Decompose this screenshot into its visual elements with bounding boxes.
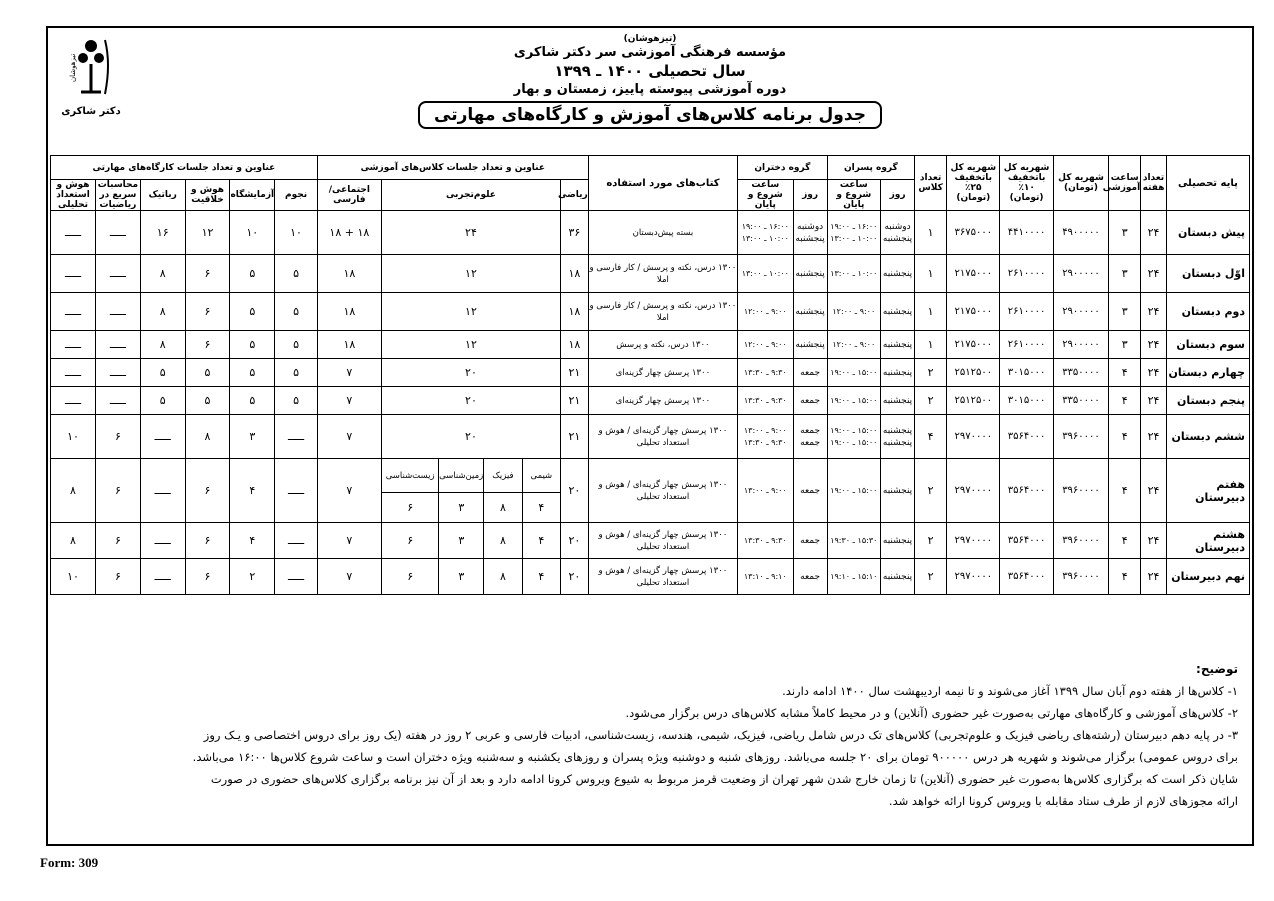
cell-class-count: ۱ — [915, 331, 947, 359]
cell-weeks: ۲۴ — [1141, 211, 1167, 255]
cell-hours: ۳ — [1109, 255, 1141, 293]
cell-chem: ۴ — [522, 559, 560, 595]
cell-s-lab: ۴ — [230, 459, 275, 523]
cell-science: ۲۰ — [381, 359, 560, 387]
cell-social: ۱۸ — [317, 331, 381, 359]
cell-fee: ۲۹۰۰۰۰۰ — [1053, 255, 1108, 293]
cell-s-creative: ۶ — [185, 459, 230, 523]
cell-s-creative: ۱۲ — [185, 211, 230, 255]
cell-grade: پیش دبستان — [1166, 211, 1249, 255]
cell-s-iq: ـــــ — [51, 211, 96, 255]
cell-math: ۱۸ — [561, 293, 589, 331]
cell-math: ۲۰ — [561, 559, 589, 595]
th-grade: پایه تحصیلی — [1166, 156, 1249, 211]
document-frame — [46, 26, 1254, 846]
th-edu: عناوین و تعداد جلسات کلاس‌های آموزشی — [317, 156, 588, 180]
th-boys: گروه پسران — [827, 156, 914, 180]
cell-book: ۱۳۰۰ پرسش چهار گزینه‌ای / هوش و استعداد تحلیلی — [588, 415, 737, 459]
cell-fee10: ۲۶۱۰۰۰۰ — [1000, 255, 1053, 293]
cell-s-speed: ۶ — [96, 415, 141, 459]
cell-s-iq: ـــــ — [51, 331, 96, 359]
cell-s-robot: ۵ — [140, 387, 185, 415]
cell-s-speed: ـــــ — [96, 387, 141, 415]
cell-class-count: ۱ — [915, 255, 947, 293]
cell-fee10: ۳۵۶۴۰۰۰ — [1000, 523, 1053, 559]
cell-fee: ۳۳۵۰۰۰۰ — [1053, 387, 1108, 415]
cell-s-robot: ـــــ — [140, 459, 185, 523]
cell-girls-time: ۹:۳۰ ـ ۱۳:۳۰ — [738, 359, 793, 387]
cell-s-speed: ۶ — [96, 559, 141, 595]
cell-math: ۱۸ — [561, 255, 589, 293]
table-row — [51, 415, 1250, 459]
cell-class-count: ۱ — [915, 293, 947, 331]
cell-s-stars: ۵ — [275, 387, 318, 415]
cell-fee25: ۲۹۷۰۰۰۰ — [947, 415, 1000, 459]
cell-s-stars: ۵ — [275, 331, 318, 359]
cell-boys-day: پنجشنبه — [880, 387, 914, 415]
cell-fee: ۳۹۶۰۰۰۰ — [1053, 459, 1108, 523]
cell-s-speed: ۶ — [96, 459, 141, 523]
cell-girls-day: جمعه — [793, 459, 827, 523]
cell-s-stars: ۵ — [275, 293, 318, 331]
cell-chem-head: شیمی — [522, 459, 560, 493]
cell-fee25: ۲۵۱۲۵۰۰ — [947, 387, 1000, 415]
cell-s-iq: ـــــ — [51, 255, 96, 293]
cell-social: ۱۸ — [317, 293, 381, 331]
cell-class-count: ۲ — [915, 459, 947, 523]
cell-math: ۲۰ — [561, 523, 589, 559]
cell-girls-day: جمعه — [793, 559, 827, 595]
form-number: Form: 309 — [40, 855, 99, 870]
cell-grade: دوم دبستان — [1166, 293, 1249, 331]
cell-book: ۱۳۰۰ پرسش چهار گزینه‌ای — [588, 359, 737, 387]
th-robot: رباتیک — [140, 180, 185, 211]
cell-fee10: ۲۶۱۰۰۰۰ — [1000, 331, 1053, 359]
cell-girls-day: دوشنبه پنجشنبه — [793, 211, 827, 255]
cell-s-creative: ۶ — [185, 255, 230, 293]
cell-fee: ۴۹۰۰۰۰۰ — [1053, 211, 1108, 255]
cell-s-lab: ۴ — [230, 523, 275, 559]
th-science: علوم‌تجربی — [381, 180, 560, 211]
cell-social: ۱۸ + ۱۸ — [317, 211, 381, 255]
cell-fee25: ۲۱۷۵۰۰۰ — [947, 255, 1000, 293]
cell-boys-day: پنجشنبه — [880, 255, 914, 293]
cell-class-count: ۴ — [915, 415, 947, 459]
cell-bio: ۶ — [381, 559, 439, 595]
cell-chem: ۴ — [522, 493, 560, 523]
cell-s-lab: ۲ — [230, 559, 275, 595]
cell-science: ۲۴ — [381, 211, 560, 255]
cell-s-stars: ۵ — [275, 359, 318, 387]
cell-s-robot: ۱۶ — [140, 211, 185, 255]
table-row — [51, 255, 1250, 293]
page-title: جدول برنامه کلاس‌های آموزش و کارگاه‌های مهارتی — [418, 101, 882, 129]
cell-hours: ۴ — [1109, 559, 1141, 595]
cell-girls-time: ۹:۰۰ ـ ۱۲:۰۰ — [738, 293, 793, 331]
cell-girls-day: پنجشنبه — [793, 255, 827, 293]
cell-s-lab: ۵ — [230, 359, 275, 387]
institute-name: مؤسسه فرهنگی آموزشی سر دکتر شاکری — [513, 45, 787, 60]
cell-s-speed: ـــــ — [96, 331, 141, 359]
table-row — [51, 293, 1250, 331]
th-hours: ساعت آموزشی — [1109, 156, 1141, 211]
cell-boys-time: ۱۵:۰۰ ـ ۱۹:۰۰ ۱۵:۰۰ ـ ۱۹:۰۰ — [827, 415, 880, 459]
th-math: ریاضی — [561, 180, 589, 211]
note-4b: ارائه مجوزهای لازم از طرف ستاد مقابله با ویروس کرونا ارائه خواهد شد. — [888, 794, 1238, 808]
cell-social: ۷ — [317, 415, 381, 459]
cell-math: ۲۱ — [561, 359, 589, 387]
cell-fee10: ۳۰۱۵۰۰۰ — [1000, 387, 1053, 415]
note-3b: برای دروس عمومی) برگزار می‌شوند و شهریه هر درس ۹۰۰۰۰۰ تومان برای ۲۰ جلسه می‌باشد. روزهای شنبه و دوشنبه ویژه پسران و روزهای یکشنبه و سه‌شنبه ویژه دختران است و ساعت شروع کلاس‌ها ۱۶:۰۰ می‌باشد. — [192, 750, 1238, 764]
cell-girls-time: ۹:۰۰ ـ ۱۳:۰۰ ۹:۳۰ ـ ۱۳:۳۰ — [738, 415, 793, 459]
cell-girls-day: جمعه — [793, 359, 827, 387]
cell-girls-time: ۱۶:۰۰ ـ ۱۹:۰۰ ۱۰:۰۰ ـ ۱۳:۰۰ — [738, 211, 793, 255]
cell-chem: ۴ — [522, 523, 560, 559]
cell-boys-day: پنجشنبه — [880, 559, 914, 595]
cell-s-stars: ـــــ — [275, 415, 318, 459]
cell-weeks: ۲۴ — [1141, 559, 1167, 595]
cell-s-speed: ـــــ — [96, 255, 141, 293]
cell-bio: ۶ — [381, 493, 439, 523]
cell-boys-time: ۱۶:۰۰ ـ ۱۹:۰۰ ۱۰:۰۰ ـ ۱۳:۰۰ — [827, 211, 880, 255]
note-1: ۱- کلاس‌ها از هفته دوم آبان سال ۱۳۹۹ آغاز می‌شوند و تا نیمه اردیبهشت سال ۱۴۰۰ ادامه دارند. — [782, 684, 1238, 698]
cell-science: ۱۲ — [381, 255, 560, 293]
cell-fee25: ۲۱۷۵۰۰۰ — [947, 331, 1000, 359]
cell-fee10: ۳۰۱۵۰۰۰ — [1000, 359, 1053, 387]
cell-weeks: ۲۴ — [1141, 459, 1167, 523]
cell-boys-day: دوشنبه پنجشنبه — [880, 211, 914, 255]
cell-science: ۱۲ — [381, 331, 560, 359]
cell-hours: ۴ — [1109, 459, 1141, 523]
cell-boys-day: پنجشنبه — [880, 293, 914, 331]
cell-weeks: ۲۴ — [1141, 331, 1167, 359]
cell-book: ۱۳۰۰ پرسش چهار گزینه‌ای / هوش و استعداد تحلیلی — [588, 459, 737, 523]
cell-hours: ۴ — [1109, 415, 1141, 459]
cell-s-robot: ـــــ — [140, 559, 185, 595]
cell-book: ۱۳۰۰ درس، نکته و پرسش / کار فارسی و املا — [588, 255, 737, 293]
cell-math: ۲۱ — [561, 415, 589, 459]
cell-boys-time: ۱۵:۰۰ ـ ۱۹:۰۰ — [827, 459, 880, 523]
th-fee: شهریه کل (تومان) — [1053, 156, 1108, 211]
schedule-body — [51, 211, 1250, 595]
cell-s-iq: ۱۰ — [51, 559, 96, 595]
cell-class-count: ۲ — [915, 387, 947, 415]
cell-s-lab: ۱۰ — [230, 211, 275, 255]
cell-grade: چهارم دبستان — [1166, 359, 1249, 387]
brand-small: (تیزهوشان) — [623, 34, 677, 44]
cell-girls-time: ۹:۱۰ ـ ۱۳:۱۰ — [738, 559, 793, 595]
table-row — [51, 211, 1250, 255]
table-row — [51, 359, 1250, 387]
cell-science: ۲۰ — [381, 415, 560, 459]
cell-phys: ۸ — [484, 559, 522, 595]
cell-fee10: ۳۵۶۴۰۰۰ — [1000, 415, 1053, 459]
cell-geo-head: زمین‌شناسی — [439, 459, 484, 493]
th-class-count: تعداد کلاس — [915, 156, 947, 211]
cell-s-iq: ۸ — [51, 459, 96, 523]
cell-girls-day: پنجشنبه — [793, 293, 827, 331]
cell-fee: ۲۹۰۰۰۰۰ — [1053, 331, 1108, 359]
cell-book: ۱۳۰۰ درس، نکته و پرسش / کار فارسی و املا — [588, 293, 737, 331]
cell-math: ۲۱ — [561, 387, 589, 415]
cell-class-count: ۲ — [915, 559, 947, 595]
cell-fee25: ۲۵۱۲۵۰۰ — [947, 359, 1000, 387]
table-row — [51, 559, 1250, 595]
cell-fee: ۲۹۰۰۰۰۰ — [1053, 293, 1108, 331]
cell-hours: ۳ — [1109, 211, 1141, 255]
logo-name: دکتر شاکری — [61, 106, 121, 117]
svg-text:تیزهوشان: تیزهوشان — [69, 53, 77, 82]
cell-s-speed: ـــــ — [96, 293, 141, 331]
cell-s-robot: ۸ — [140, 255, 185, 293]
cell-book: بسته پیش‌دبستان — [588, 211, 737, 255]
cell-fee10: ۴۴۱۰۰۰۰ — [1000, 211, 1053, 255]
cell-boys-time: ۱۵:۰۰ ـ ۱۹:۰۰ — [827, 359, 880, 387]
cell-weeks: ۲۴ — [1141, 387, 1167, 415]
cell-fee10: ۳۵۶۴۰۰۰ — [1000, 559, 1053, 595]
cell-fee25: ۲۹۷۰۰۰۰ — [947, 523, 1000, 559]
cell-boys-time: ۱۵:۱۰ ـ ۱۹:۱۰ — [827, 559, 880, 595]
cell-fee25: ۲۱۷۵۰۰۰ — [947, 293, 1000, 331]
cell-s-speed: ـــــ — [96, 359, 141, 387]
cell-social: ۷ — [317, 459, 381, 523]
cell-s-iq: ۱۰ — [51, 415, 96, 459]
cell-s-creative: ۵ — [185, 387, 230, 415]
cell-class-count: ۲ — [915, 359, 947, 387]
cell-boys-day: پنجشنبه — [880, 459, 914, 523]
cell-weeks: ۲۴ — [1141, 255, 1167, 293]
cell-hours: ۳ — [1109, 331, 1141, 359]
note-4a: شایان ذکر است که برگزاری کلاس‌ها به‌صورت غیر حضوری (آنلاین) تا زمان خارج شدن شهر تهران از وضعیت قرمز مربوط به شیوع ویروس کرونا ادامه دارد و بعد از آن نیز برنامه برگزاری کلاس‌های حضوری در صورت — [210, 772, 1238, 786]
cell-girls-time: ۹:۳۰ ـ ۱۳:۳۰ — [738, 387, 793, 415]
cell-math: ۱۸ — [561, 331, 589, 359]
cell-social: ۱۸ — [317, 255, 381, 293]
cell-grade: هفتم دبیرستان — [1166, 459, 1249, 523]
cell-s-robot: ۸ — [140, 331, 185, 359]
cell-boys-day: پنجشنبه — [880, 523, 914, 559]
th-stars: نجوم — [275, 180, 318, 211]
cell-boys-day: پنجشنبه — [880, 359, 914, 387]
cell-fee25: ۲۹۷۰۰۰۰ — [947, 459, 1000, 523]
cell-s-stars: ۵ — [275, 255, 318, 293]
cell-s-iq: ۸ — [51, 523, 96, 559]
cell-girls-time: ۱۰:۰۰ ـ ۱۳:۰۰ — [738, 255, 793, 293]
cell-class-count: ۲ — [915, 523, 947, 559]
cell-s-creative: ۵ — [185, 359, 230, 387]
cell-social: ۷ — [317, 359, 381, 387]
cell-weeks: ۲۴ — [1141, 415, 1167, 459]
page-header — [48, 34, 1252, 129]
cell-boys-time: ۱۵:۰۰ ـ ۱۹:۰۰ — [827, 387, 880, 415]
cell-fee25: ۲۹۷۰۰۰۰ — [947, 559, 1000, 595]
cell-hours: ۴ — [1109, 387, 1141, 415]
schedule-table — [50, 155, 1250, 595]
cell-s-iq: ـــــ — [51, 359, 96, 387]
th-fee25: شهریه کل باتخفیف ۲۵٪ (تومان) — [947, 156, 1000, 211]
th-girls-day: روز — [793, 180, 827, 211]
table-row — [51, 331, 1250, 359]
th-social: اجتماعی/فارسی — [317, 180, 381, 211]
cell-book: ۱۳۰۰ پرسش چهار گزینه‌ای / هوش و استعداد تحلیلی — [588, 559, 737, 595]
cell-phys: ۸ — [484, 493, 522, 523]
cell-girls-day: جمعه جمعه — [793, 415, 827, 459]
cell-weeks: ۲۴ — [1141, 359, 1167, 387]
cell-science: ۲۰ — [381, 387, 560, 415]
cell-fee: ۳۳۵۰۰۰۰ — [1053, 359, 1108, 387]
th-books: کتاب‌های مورد استفاده — [588, 156, 737, 211]
notes — [58, 658, 1238, 812]
cell-book: ۱۳۰۰ پرسش چهار گزینه‌ای / هوش و استعداد تحلیلی — [588, 523, 737, 559]
th-iq: هوش و استعداد تحلیلی — [51, 180, 96, 211]
th-boys-time: ساعت شروع و پایان — [827, 180, 880, 211]
cell-girls-time: ۹:۰۰ ـ ۱۳:۰۰ — [738, 459, 793, 523]
cell-book: ۱۳۰۰ درس، نکته و پرسش — [588, 331, 737, 359]
academic-year: سال تحصیلی ۱۴۰۰ ـ ۱۳۹۹ — [554, 62, 746, 80]
cell-s-robot: ـــــ — [140, 415, 185, 459]
cell-book: ۱۳۰۰ پرسش چهار گزینه‌ای — [588, 387, 737, 415]
table-row — [51, 523, 1250, 559]
cell-boys-time: ۱۵:۳۰ ـ ۱۹:۳۰ — [827, 523, 880, 559]
cell-s-robot: ۵ — [140, 359, 185, 387]
term-text: دوره آموزشی پیوسته پاییز، زمستان و بهار — [513, 82, 787, 97]
cell-s-speed: ـــــ — [96, 211, 141, 255]
cell-hours: ۳ — [1109, 293, 1141, 331]
cell-boys-time: ۱۰:۰۰ ـ ۱۳:۰۰ — [827, 255, 880, 293]
cell-fee: ۳۹۶۰۰۰۰ — [1053, 415, 1108, 459]
th-creative: هوش و خلاقیت — [185, 180, 230, 211]
cell-s-stars: ـــــ — [275, 459, 318, 523]
table-row — [51, 387, 1250, 415]
th-boys-day: روز — [880, 180, 914, 211]
cell-boys-time: ۹:۰۰ ـ ۱۲:۰۰ — [827, 331, 880, 359]
cell-s-speed: ۶ — [96, 523, 141, 559]
cell-fee: ۳۹۶۰۰۰۰ — [1053, 559, 1108, 595]
cell-s-creative: ۶ — [185, 559, 230, 595]
cell-hours: ۴ — [1109, 523, 1141, 559]
cell-bio: ۶ — [381, 523, 439, 559]
cell-s-lab: ۵ — [230, 255, 275, 293]
cell-fee10: ۲۶۱۰۰۰۰ — [1000, 293, 1053, 331]
th-lab: آزمایشگاه — [230, 180, 275, 211]
cell-social: ۷ — [317, 387, 381, 415]
cell-s-lab: ۵ — [230, 387, 275, 415]
cell-grade: هشتم دبیرستان — [1166, 523, 1249, 559]
cell-boys-day: پنجشنبه — [880, 331, 914, 359]
cell-grade: سوم دبستان — [1166, 331, 1249, 359]
cell-girls-time: ۹:۰۰ ـ ۱۲:۰۰ — [738, 331, 793, 359]
cell-geo: ۳ — [439, 493, 484, 523]
cell-s-creative: ۶ — [185, 523, 230, 559]
cell-phys-head: فیزیک — [484, 459, 522, 493]
cell-fee: ۳۹۶۰۰۰۰ — [1053, 523, 1108, 559]
cell-social: ۷ — [317, 559, 381, 595]
th-girls: گروه دختران — [738, 156, 828, 180]
cell-geo: ۳ — [439, 523, 484, 559]
note-2: ۲- کلاس‌های آموزشی و کارگاه‌های مهارتی به‌صورت غیر حضوری (آنلاین) و در محیط کاملاً مشابه کلاس‌های درس برگزار می‌شود. — [625, 706, 1238, 720]
cell-math: ۳۶ — [561, 211, 589, 255]
cell-hours: ۴ — [1109, 359, 1141, 387]
cell-weeks: ۲۴ — [1141, 523, 1167, 559]
cell-girls-day: جمعه — [793, 523, 827, 559]
cell-fee25: ۳۶۷۵۰۰۰ — [947, 211, 1000, 255]
cell-weeks: ۲۴ — [1141, 293, 1167, 331]
cell-s-creative: ۶ — [185, 293, 230, 331]
th-weeks: تعداد هفته — [1141, 156, 1167, 211]
cell-geo: ۳ — [439, 559, 484, 595]
th-girls-time: ساعت شروع و پایان — [738, 180, 793, 211]
cell-social: ۷ — [317, 523, 381, 559]
cell-s-stars: ـــــ — [275, 523, 318, 559]
th-speed: محاسبات سریع در ریاضیات — [96, 180, 141, 211]
schedule-table-wrap — [50, 155, 1250, 595]
cell-s-lab: ۵ — [230, 331, 275, 359]
cell-grade: ششم دبستان — [1166, 415, 1249, 459]
cell-s-robot: ۸ — [140, 293, 185, 331]
cell-s-lab: ۵ — [230, 293, 275, 331]
cell-grade: اوّل دبستان — [1166, 255, 1249, 293]
cell-fee10: ۳۵۶۴۰۰۰ — [1000, 459, 1053, 523]
notes-title: توضیح: — [1196, 662, 1238, 676]
note-3a: ۳- در پایه دهم دبیرستان (رشته‌های ریاضی فیزیک و علوم‌تجربی) کلاس‌های تک درس شامل ریاضی، فیزیک، شیمی، هندسه، زیست‌شناسی، ادبیات فارسی و عربی ۲ روز در هفته (یک روز برای دروس اختصاصی و یـک روز — [203, 728, 1238, 742]
cell-class-count: ۱ — [915, 211, 947, 255]
cell-s-creative: ۸ — [185, 415, 230, 459]
cell-phys: ۸ — [484, 523, 522, 559]
cell-s-robot: ـــــ — [140, 523, 185, 559]
cell-boys-time: ۹:۰۰ ـ ۱۲:۰۰ — [827, 293, 880, 331]
cell-s-iq: ـــــ — [51, 293, 96, 331]
th-fee10: شهریه کل باتخفیف ۱۰٪ (تومان) — [1000, 156, 1053, 211]
cell-s-creative: ۶ — [185, 331, 230, 359]
cell-girls-day: پنجشنبه — [793, 331, 827, 359]
th-skill: عناوین و تعداد جلسات کارگاه‌های مهارتی — [51, 156, 318, 180]
cell-boys-day: پنجشنبه پنجشنبه — [880, 415, 914, 459]
cell-girls-time: ۹:۳۰ ـ ۱۳:۳۰ — [738, 523, 793, 559]
cell-bio-head: زیست‌شناسی — [381, 459, 439, 493]
cell-s-stars: ـــــ — [275, 559, 318, 595]
cell-math: ۲۰ — [561, 459, 589, 523]
table-row — [51, 459, 1250, 493]
cell-girls-day: جمعه — [793, 387, 827, 415]
cell-s-lab: ۳ — [230, 415, 275, 459]
cell-science: ۱۲ — [381, 293, 560, 331]
cell-s-stars: ۱۰ — [275, 211, 318, 255]
cell-s-iq: ـــــ — [51, 387, 96, 415]
cell-grade: پنجم دبستان — [1166, 387, 1249, 415]
cell-grade: نهم دبیرستان — [1166, 559, 1249, 595]
